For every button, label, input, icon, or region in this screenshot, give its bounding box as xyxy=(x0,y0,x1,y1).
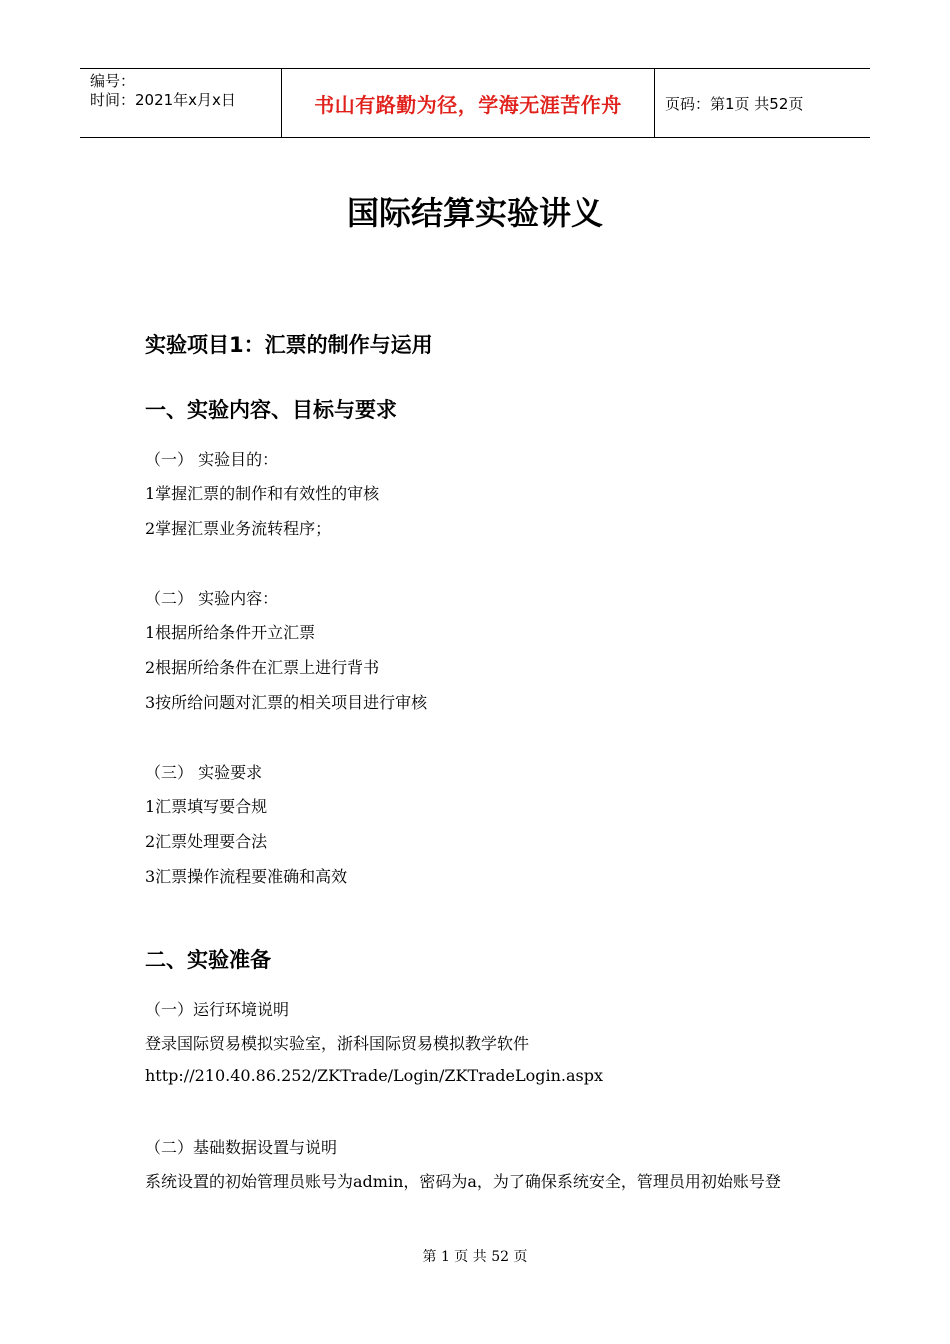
list-item: 2根据所给条件在汇票上进行背书 xyxy=(145,658,380,677)
section-heading-2: 二、实验准备 xyxy=(145,948,271,972)
list-item: 1根据所给条件开立汇票 xyxy=(145,623,316,642)
page-info: 页码：第1页 共52页 xyxy=(665,94,804,113)
header-meta xyxy=(80,69,281,137)
motto: 书山有路勤为径，学海无涯苦作舟 xyxy=(314,92,622,117)
subsection-heading: （一） 实验目的： xyxy=(145,450,279,469)
page-footer: 第 1 页 共 52 页 xyxy=(422,1249,528,1265)
document-title: 国际结算实验讲义 xyxy=(346,194,603,232)
paragraph-line: 登录国际贸易模拟实验室，浙科国际贸易模拟教学软件 xyxy=(145,1034,530,1053)
list-item: 3汇票操作流程要准确和高效 xyxy=(145,867,348,886)
list-item: 2汇票处理要合法 xyxy=(145,832,268,851)
project-heading: 实验项目1：汇票的制作与运用 xyxy=(145,333,433,357)
url-text: http://210.40.86.252/ZKTrade/Login/ZKTradeLogin.aspx xyxy=(145,1066,604,1085)
section-heading-1: 一、实验内容、目标与要求 xyxy=(145,398,397,422)
subsection-heading: （二） 实验内容： xyxy=(145,589,279,608)
list-item: 1掌握汇票的制作和有效性的审核 xyxy=(145,484,380,503)
number-label: 编号： xyxy=(90,72,136,90)
header-page-cell xyxy=(655,69,870,137)
subsection-heading: （二）基础数据设置与说明 xyxy=(145,1138,338,1157)
paragraph-line: 系统设置的初始管理员账号为admin，密码为a，为了确保系统安全，管理员用初始账号登 xyxy=(145,1172,781,1191)
subsection-heading: （一）运行环境说明 xyxy=(145,1000,290,1019)
date-label: 时间：2021年x月x日 xyxy=(90,91,236,109)
list-item: 1汇票填写要合规 xyxy=(145,797,268,816)
subsection-heading: （三） 实验要求 xyxy=(145,763,263,782)
list-item: 2掌握汇票业务流转程序； xyxy=(145,519,332,538)
header-motto-cell xyxy=(281,69,655,137)
list-item: 3按所给问题对汇票的相关项目进行审核 xyxy=(145,693,428,712)
page-header xyxy=(80,68,870,138)
